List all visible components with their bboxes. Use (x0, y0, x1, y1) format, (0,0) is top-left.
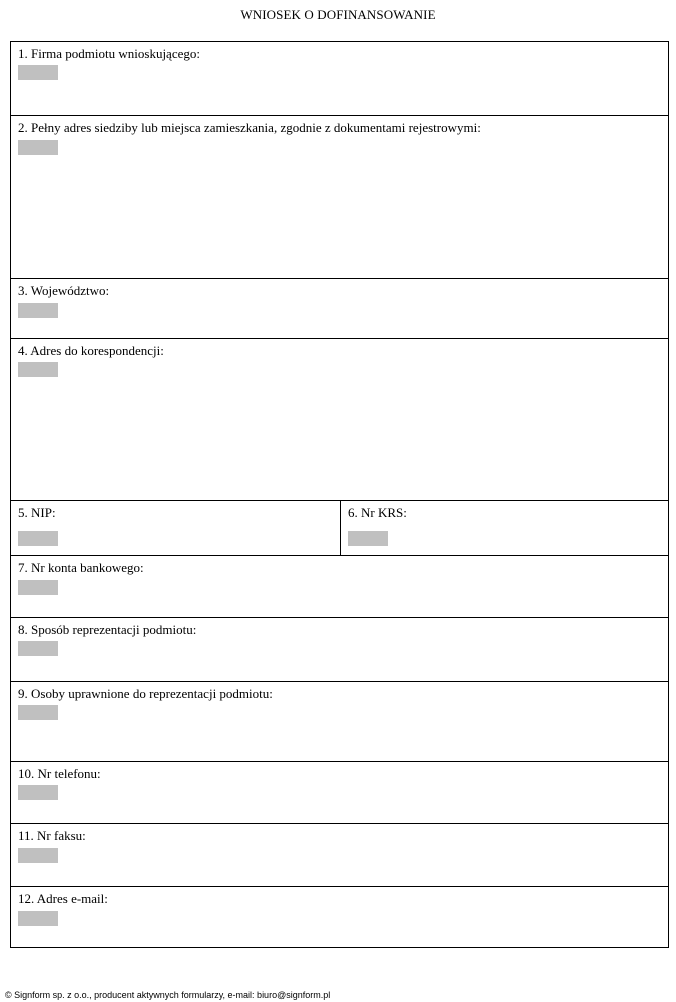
authorized-persons-input[interactable] (18, 705, 58, 720)
authorized-persons-label: 9. Osoby uprawnione do reprezentacji podmiotu: (18, 686, 273, 701)
krs-label: 6. Nr KRS: (348, 505, 407, 520)
correspondence-address-input[interactable] (18, 362, 58, 377)
section-representation-method (11, 618, 668, 682)
footer-copyright: © Signform sp. z o.o., producent aktywnych formularzy, e-mail: biuro@signform.pl (5, 990, 331, 1000)
section-registered-address (11, 116, 668, 279)
nip-cell (11, 501, 341, 555)
voivodeship-label: 3. Województwo: (18, 283, 110, 298)
bank-account-input[interactable] (18, 580, 58, 595)
representation-method-label: 8. Sposób reprezentacji podmiotu: (18, 622, 197, 637)
phone-input[interactable] (18, 785, 58, 800)
section-voivodeship (11, 279, 668, 339)
krs-input[interactable] (348, 531, 388, 546)
section-fax (11, 824, 668, 887)
nip-label: 5. NIP: (18, 505, 56, 520)
section-bank-account (11, 556, 668, 618)
krs-cell (341, 501, 668, 555)
section-authorized-persons (11, 682, 668, 762)
registered-address-label: 2. Pełny adres siedziby lub miejsca zamieszkania, zgodnie z dokumentami rejestrowymi: (18, 120, 481, 135)
fax-label: 11. Nr faksu: (18, 828, 86, 843)
section-company-name (11, 42, 668, 116)
email-label: 12. Adres e-mail: (18, 891, 108, 906)
voivodeship-input[interactable] (18, 303, 58, 318)
email-input[interactable] (18, 911, 58, 926)
section-correspondence-address (11, 339, 668, 501)
section-phone (11, 762, 668, 824)
representation-method-input[interactable] (18, 641, 58, 656)
correspondence-address-label: 4. Adres do korespondencji: (18, 343, 164, 358)
phone-label: 10. Nr telefonu: (18, 766, 101, 781)
registered-address-input[interactable] (18, 140, 58, 155)
company-name-label: 1. Firma podmiotu wnioskującego: (18, 46, 200, 61)
bank-account-label: 7. Nr konta bankowego: (18, 560, 144, 575)
section-email (11, 887, 668, 947)
company-name-input[interactable] (18, 65, 58, 80)
nip-input[interactable] (18, 531, 58, 546)
document-title: WNIOSEK O DOFINANSOWANIE (240, 7, 436, 22)
fax-input[interactable] (18, 848, 58, 863)
application-form (10, 41, 669, 948)
section-nip-krs (11, 501, 668, 556)
